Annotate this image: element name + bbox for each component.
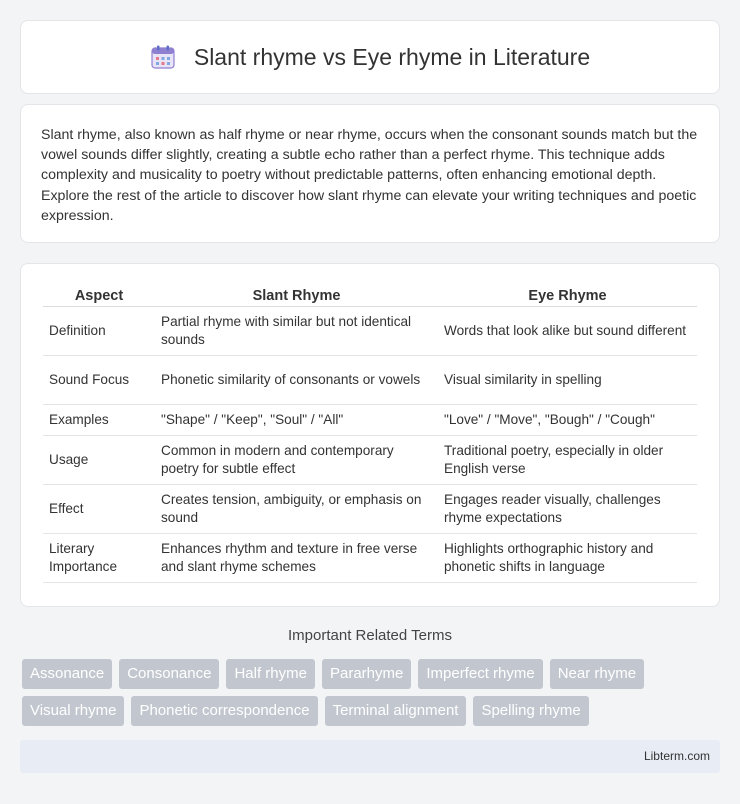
cell-slant: "Shape" / "Keep", "Soul" / "All" — [155, 405, 438, 436]
tag-spelling-rhyme[interactable]: Spelling rhyme — [473, 696, 588, 726]
table-row — [43, 405, 697, 436]
intro-card — [20, 104, 720, 243]
comparison-table-card — [20, 263, 720, 607]
table-row — [43, 534, 697, 583]
cell-slant: Phonetic similarity of consonants or vowels — [155, 356, 438, 405]
cell-aspect: Sound Focus — [43, 356, 155, 405]
header-aspect: Aspect — [43, 282, 155, 307]
tag-terminal-alignment[interactable]: Terminal alignment — [325, 696, 467, 726]
header-card — [20, 20, 720, 94]
related-terms-title: Important Related Terms — [288, 627, 452, 644]
cell-slant: Common in modern and contemporary poetry for subtle effect — [155, 436, 438, 485]
cell-aspect: Effect — [43, 485, 155, 534]
tag-visual-rhyme[interactable]: Visual rhyme — [22, 696, 124, 726]
table-header-row — [43, 282, 697, 307]
cell-eye: Highlights orthographic history and phonetic shifts in language — [438, 534, 697, 583]
cell-slant: Creates tension, ambiguity, or emphasis on sound — [155, 485, 438, 534]
comparison-table — [43, 282, 697, 583]
cell-aspect: Usage — [43, 436, 155, 485]
calendar-icon — [150, 44, 176, 70]
header-slant-rhyme: Slant Rhyme — [155, 282, 438, 307]
title-wrap — [150, 44, 590, 71]
footer-site-link[interactable]: Libterm.com — [643, 749, 710, 763]
cell-eye: Visual similarity in spelling — [438, 356, 697, 405]
intro-text: Slant rhyme, also known as half rhyme or near rhyme, occurs when the consonant sounds match but the vowel sounds differ slightly, creating a subtle echo rather than a perfect rhyme. This technique adds complexity and musicality to poetry without predictable patterns, often enhancing emotional depth. Explore the rest of the article to discover how slant rhyme can elevate your writing techniques and poetic expression. — [41, 127, 698, 224]
header-eye-rhyme: Eye Rhyme — [438, 282, 697, 307]
table-row — [43, 307, 697, 356]
table-row — [43, 485, 697, 534]
page-title: Slant rhyme vs Eye rhyme in Literature — [193, 43, 591, 70]
tag-consonance[interactable]: Consonance — [119, 659, 219, 689]
cell-eye: Traditional poetry, especially in older English verse — [438, 436, 697, 485]
tag-near-rhyme[interactable]: Near rhyme — [550, 659, 644, 689]
table-row — [43, 356, 697, 405]
cell-eye: Engages reader visually, challenges rhyme expectations — [438, 485, 697, 534]
cell-eye: "Love" / "Move", "Bough" / "Cough" — [438, 405, 697, 436]
tag-phonetic-correspondence[interactable]: Phonetic correspondence — [131, 696, 317, 726]
cell-slant: Partial rhyme with similar but not identical sounds — [155, 307, 438, 356]
tag-assonance[interactable]: Assonance — [22, 659, 112, 689]
footer — [20, 740, 720, 773]
cell-aspect: Definition — [43, 307, 155, 356]
related-terms-list — [22, 659, 722, 726]
cell-aspect: Literary Importance — [43, 534, 155, 583]
cell-slant: Enhances rhythm and texture in free verse and slant rhyme schemes — [155, 534, 438, 583]
table-row — [43, 436, 697, 485]
cell-aspect: Examples — [43, 405, 155, 436]
tag-pararhyme[interactable]: Pararhyme — [322, 659, 411, 689]
cell-eye: Words that look alike but sound different — [438, 307, 697, 356]
tag-half-rhyme[interactable]: Half rhyme — [226, 659, 315, 689]
tag-imperfect-rhyme[interactable]: Imperfect rhyme — [418, 659, 542, 689]
